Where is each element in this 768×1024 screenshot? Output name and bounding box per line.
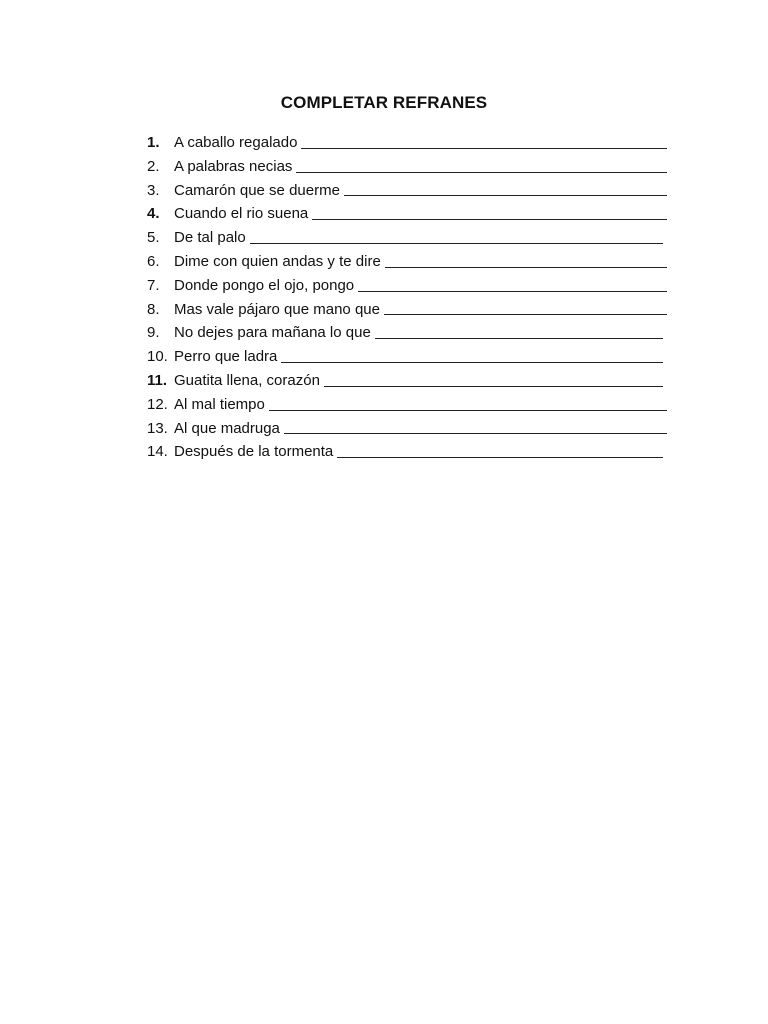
item-text: Después de la tormenta — [174, 443, 334, 461]
item-number: 3. — [147, 181, 160, 199]
item-text: Cuando el rio suena — [174, 205, 309, 223]
answer-blank — [296, 171, 667, 173]
answer-blank — [301, 147, 667, 149]
list-item — [147, 417, 667, 441]
item-text: De tal palo — [174, 229, 246, 247]
list-item — [147, 345, 667, 369]
list-item — [147, 202, 667, 226]
item-text: No dejes para mañana lo que — [174, 324, 371, 342]
list-item — [147, 369, 667, 393]
item-text: Camarón que se duerme — [174, 181, 340, 199]
item-text: Perro que ladra — [174, 348, 278, 366]
item-text: Al mal tiempo — [174, 395, 265, 413]
answer-blank — [324, 385, 663, 387]
list-item — [147, 274, 667, 298]
proverb-list — [147, 131, 667, 464]
answer-blank — [312, 218, 667, 220]
item-text: A palabras necias — [174, 157, 293, 175]
answer-blank — [375, 337, 663, 339]
item-text: Mas vale pájaro que mano que — [174, 300, 380, 318]
answer-blank — [337, 456, 663, 458]
answer-blank — [250, 242, 663, 244]
answer-blank — [385, 266, 667, 268]
answer-blank — [269, 409, 667, 411]
item-text: Guatita llena, corazón — [174, 371, 320, 389]
item-number: 13. — [147, 419, 168, 437]
list-item — [147, 226, 667, 250]
item-number: 4. — [147, 205, 160, 223]
item-text: A caballo regalado — [174, 134, 298, 151]
item-number: 12. — [147, 395, 168, 413]
list-item — [147, 393, 667, 417]
answer-blank — [281, 361, 663, 363]
list-item — [147, 298, 667, 322]
list-item — [147, 131, 667, 155]
item-number: 14. — [147, 443, 168, 461]
item-number: 7. — [147, 276, 160, 294]
item-text: Donde pongo el ojo, pongo — [174, 276, 355, 294]
list-item — [147, 155, 667, 179]
item-number: 10. — [147, 348, 168, 366]
item-number: 2. — [147, 157, 160, 175]
list-item — [147, 440, 667, 464]
list-item — [147, 321, 667, 345]
item-number: 9. — [147, 324, 160, 342]
item-number: 1. — [147, 134, 160, 151]
item-number: 5. — [147, 229, 160, 247]
answer-blank — [284, 432, 667, 434]
item-text: Dime con quien andas y te dire — [174, 252, 381, 270]
answer-blank — [384, 313, 667, 315]
item-number: 11. — [147, 371, 168, 389]
list-item — [147, 179, 667, 203]
item-number: 6. — [147, 252, 160, 270]
item-text: Al que madruga — [174, 419, 280, 437]
list-item — [147, 250, 667, 274]
page-title: COMPLETAR REFRANES — [280, 93, 488, 112]
answer-blank — [344, 194, 667, 196]
answer-blank — [358, 290, 667, 292]
item-number: 8. — [147, 300, 160, 318]
